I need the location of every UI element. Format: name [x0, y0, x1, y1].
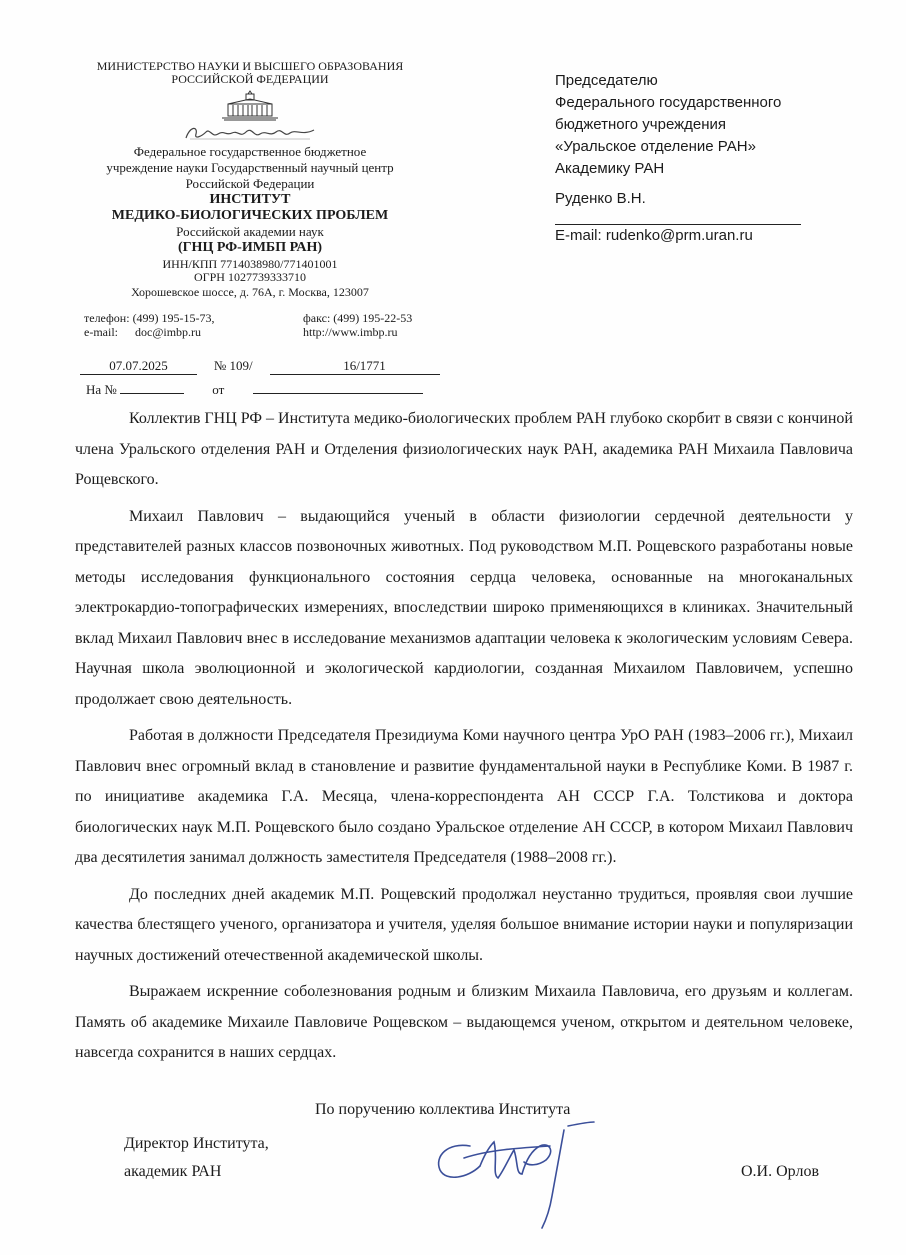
paragraph-2: Михаил Павлович – выдающийся ученый в области физиологии сердечной деятельности у представителей разных классов позвоночных животных. Под руководством М.П. Рощевского разработаны новые методы исследования функционального состояния сердца человека, основанные на многоканальных электрокардио-топографических измерениях, впоследствии широко применяющихся в клиниках. Значительный вклад Михаил Павлович внес в исследование механизмов адаптации человека к экологическим условиям Севера. Научная школа эволюционной и экологической кардиологии, созданная Михаилом Павловичем, успешно продолжает свою деятельность.	[75, 507, 853, 708]
ref-number-field	[120, 393, 184, 394]
addressee-email: E-mail: rudenko@prm.uran.ru	[555, 227, 753, 244]
academy-building-emblem-icon	[220, 90, 280, 122]
addressee-name: Руденко В.Н.	[555, 190, 646, 207]
handwritten-signature	[428, 1112, 598, 1232]
org-line-2: учреждение науки Государственный научный центр	[106, 160, 394, 175]
addressee-line-5: Академику РАН	[555, 160, 665, 177]
letter-number: 16/1771	[270, 358, 440, 375]
academy-line: Российской академии наук	[176, 224, 324, 239]
ministry-line-2: РОССИЙСКОЙ ФЕДЕРАЦИИ	[171, 72, 329, 86]
ref-date-label: от	[212, 382, 225, 397]
institute-line-2: МЕДИКО-БИОЛОГИЧЕСКИХ ПРОБЛЕМ	[111, 208, 389, 223]
letter-body	[75, 404, 853, 1075]
addressee-line-1: Председателю	[555, 72, 658, 89]
fax-line: факс: (499) 195-22-53	[303, 311, 413, 325]
institute-abbr: (ГНЦ РФ-ИМБП РАН)	[177, 240, 323, 255]
on-behalf-line: По поручению коллектива Института	[315, 1101, 571, 1118]
ref-number-label: На №	[86, 382, 117, 397]
institute-email: doc@imbp.ru	[135, 325, 202, 339]
outgoing-registration	[80, 358, 440, 375]
paragraph-3: Работая в должности Председателя Президиума Коми научного центра УрО РАН (1983–2006 гг.), Михаил Павлович внес огромный вклад в становление и развитие фундаментальной науки в Республике Коми. В 1987 г. по инициативе академика Г.А. Месяца, члена-корреспондента АН СССР Г.А. Толстикова и доктора биологических наук М.П. Рощевского было создано Уральское отделение АН СССР, в котором Михаил Павлович два десятилетия занимал должность заместителя Председателя (1988–2008 гг.).	[75, 727, 853, 866]
addressee-line-4: «Уральское отделение РАН»	[555, 138, 756, 155]
ogrn-line: ОГРН 1027739333710	[194, 270, 306, 284]
paragraph-1: Коллектив ГНЦ РФ – Института медико-биологических проблем РАН глубоко скорбит в связи с кончиной члена Уральского отделения РАН и Отделения физиологических наук РАН, академика РАН Михаила Павловича Рощевского.	[75, 410, 853, 488]
paragraph-5: Выражаем искренние соболезнования родным и близким Михаила Павловича, его друзьям и коллегам. Память об академике Михаиле Павловиче Рощевском – выдающемся ученом, открытом и деятельном человеке, навсегда сохранится в наших сердцах.	[75, 983, 853, 1061]
letter-date: 07.07.2025	[80, 358, 197, 375]
org-line-1: Федеральное государственное бюджетное	[133, 144, 367, 159]
addressee-line-3: бюджетного учреждения	[555, 116, 727, 133]
institute-line-1: ИНСТИТУТ	[209, 192, 291, 207]
institute-website: http://www.imbp.ru	[303, 325, 398, 339]
signer-position-2: академик РАН	[124, 1163, 222, 1180]
number-label: № 109/	[213, 358, 253, 373]
addressee-block	[555, 70, 875, 247]
ministry-line-1: МИНИСТЕРСТВО НАУКИ И ВЫСШЕГО ОБРАЗОВАНИЯ	[96, 59, 404, 73]
signer-name: О.И. Орлов	[741, 1163, 819, 1180]
incoming-reference	[86, 382, 423, 398]
inn-line: ИНН/КПП 7714038980/771401001	[162, 257, 338, 271]
org-line-3: Российской Федерации	[185, 176, 315, 191]
email-label: e-mail:	[84, 325, 118, 339]
signer-position-1: Директор Института,	[124, 1135, 269, 1152]
academy-script-logo	[180, 124, 320, 142]
ref-date-field	[253, 393, 423, 394]
addressee-line-2: Федерального государственного	[555, 94, 782, 111]
letterhead	[60, 60, 440, 299]
phone-line: телефон: (499) 195-15-73,	[84, 311, 215, 325]
address-line: Хорошевское шоссе, д. 76А, г. Москва, 123007	[131, 285, 369, 299]
paragraph-4: До последних дней академик М.П. Рощевский продолжал неустанно трудиться, проявляя свои лучшие качества блестящего ученого, организатора и учителя, уделяя большое внимание истории науки и популяризации научных достижений отечественной академической школы.	[75, 885, 853, 964]
